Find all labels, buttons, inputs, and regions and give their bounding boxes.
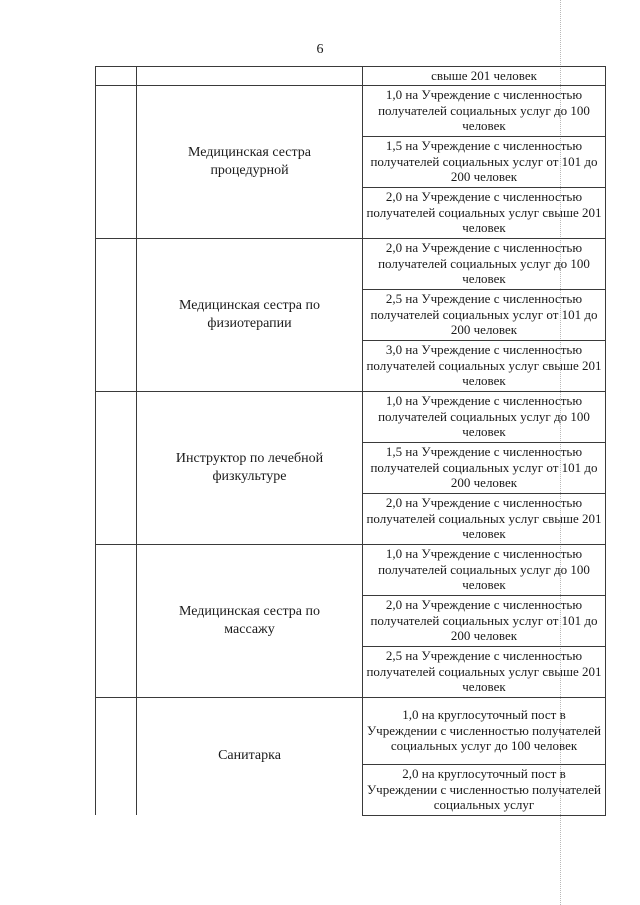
- position-cell: Санитарка: [137, 697, 363, 815]
- number-cell: [96, 238, 137, 391]
- norm-cell: 2,5 на Учреждение с численностью получателей социальных услуг от 101 до 200 человек: [363, 289, 606, 340]
- norm-cell: 2,0 на Учреждение с численностью получателей социальных услуг свыше 201 человек: [363, 187, 606, 238]
- norm-cell: 2,0 на круглосуточный пост в Учреждении с численностью получателей социальных услуг: [363, 764, 606, 815]
- position-cell: Медицинская сестра по массажу: [137, 544, 363, 697]
- table-row: [96, 391, 606, 442]
- norm-cell: 3,0 на Учреждение с численностью получателей социальных услуг свыше 201 человек: [363, 340, 606, 391]
- norm-cell: 2,0 на Учреждение с численностью получателей социальных услуг до 100 человек: [363, 238, 606, 289]
- number-cell: [96, 67, 137, 86]
- number-cell: [96, 391, 137, 544]
- table-row: [96, 67, 606, 86]
- norm-cell: 1,5 на Учреждение с численностью получателей социальных услуг от 101 до 200 человек: [363, 136, 606, 187]
- staffing-norms-table: [95, 66, 606, 816]
- number-cell: [96, 697, 137, 815]
- table-row: [96, 697, 606, 764]
- position-cell: Инструктор по лечебной физкультуре: [137, 391, 363, 544]
- norm-cell: 1,0 на Учреждение с численностью получателей социальных услуг до 100 человек: [363, 391, 606, 442]
- number-cell: [96, 85, 137, 238]
- norm-cell: 2,5 на Учреждение с численностью получателей социальных услуг свыше 201 человек: [363, 646, 606, 697]
- norm-cell: 2,0 на Учреждение с численностью получателей социальных услуг от 101 до 200 человек: [363, 595, 606, 646]
- position-cell: Медицинская сестра по физиотерапии: [137, 238, 363, 391]
- norm-cell: 1,0 на Учреждение с численностью получателей социальных услуг до 100 человек: [363, 544, 606, 595]
- norm-cell: 1,5 на Учреждение с численностью получателей социальных услуг от 101 до 200 человек: [363, 442, 606, 493]
- position-cell: [137, 67, 363, 86]
- norm-cell: свыше 201 человек: [363, 67, 606, 86]
- page-number: 6: [316, 42, 324, 57]
- position-cell: Медицинская сестра процедурной: [137, 85, 363, 238]
- table-row: [96, 85, 606, 136]
- table-row: [96, 544, 606, 595]
- table-row: [96, 238, 606, 289]
- norm-cell: 2,0 на Учреждение с численностью получателей социальных услуг свыше 201 человек: [363, 493, 606, 544]
- norm-cell: 1,0 на круглосуточный пост в Учреждении с численностью получателей социальных услуг до 100 человек: [363, 697, 606, 764]
- norm-cell: 1,0 на Учреждение с численностью получателей социальных услуг до 100 человек: [363, 85, 606, 136]
- number-cell: [96, 544, 137, 697]
